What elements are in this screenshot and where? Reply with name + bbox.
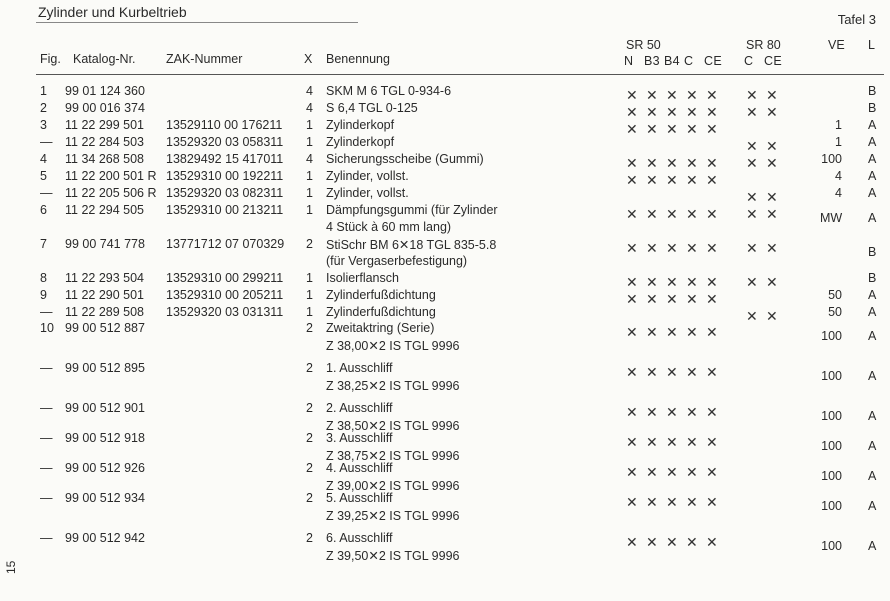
ve-value: 4 (835, 186, 842, 200)
ve-value: 100 (821, 369, 842, 383)
ve-value: 100 (821, 539, 842, 553)
applicability-mark-sr80: ✕ (746, 138, 758, 154)
ve-value: 100 (821, 152, 842, 166)
header-sr50: SR 50 (626, 38, 661, 52)
benennung-line: Sicherungsscheibe (Gummi) (326, 152, 484, 166)
applicability-mark-sr50: ✕ (626, 206, 638, 222)
applicability-mark-sr80: ✕ (746, 189, 758, 205)
applicability-mark-sr50: ✕ (686, 464, 698, 480)
l-value: A (868, 369, 877, 383)
applicability-mark-sr50: ✕ (646, 206, 658, 222)
quantity: 2 (306, 431, 313, 445)
l-value: B (868, 101, 877, 115)
applicability-mark-sr50: ✕ (626, 87, 638, 103)
quantity: 1 (306, 118, 313, 132)
ve-value: 1 (835, 135, 842, 149)
applicability-mark-sr50: ✕ (626, 274, 638, 290)
applicability-mark-sr50: ✕ (646, 240, 658, 256)
applicability-mark-sr50: ✕ (706, 464, 718, 480)
fig-number: — (40, 431, 53, 445)
zak-number: 13529310 00 205211 (166, 288, 284, 302)
applicability-mark-sr80: ✕ (766, 87, 778, 103)
applicability-mark-sr50: ✕ (706, 240, 718, 256)
applicability-mark-sr50: ✕ (646, 534, 658, 550)
benennung-line: 5. Ausschliff (326, 491, 393, 505)
fig-number: 7 (40, 237, 47, 251)
zak-number: 13529310 00 299211 (166, 271, 284, 285)
applicability-mark-sr50: ✕ (626, 404, 638, 420)
ve-value: 50 (828, 305, 842, 319)
katalog-number: 99 00 512 918 (65, 431, 145, 445)
applicability-mark-sr50: ✕ (686, 434, 698, 450)
applicability-mark-sr80: ✕ (766, 274, 778, 290)
applicability-mark-sr50: ✕ (646, 172, 658, 188)
fig-number: 3 (40, 118, 47, 132)
applicability-mark-sr50: ✕ (666, 404, 678, 420)
benennung-line: Z 38,50✕2 IS TGL 9996 (326, 418, 460, 433)
quantity: 1 (306, 169, 313, 183)
applicability-mark-sr80: ✕ (766, 138, 778, 154)
applicability-mark-sr50: ✕ (686, 155, 698, 171)
quantity: 4 (306, 152, 313, 166)
applicability-mark-sr50: ✕ (706, 172, 718, 188)
sr50-subheader: B3 (644, 54, 660, 68)
fig-number: — (40, 531, 53, 545)
benennung-line: Z 39,50✕2 IS TGL 9996 (326, 548, 460, 563)
ve-value: 100 (821, 329, 842, 343)
katalog-number: 99 00 512 926 (65, 461, 145, 475)
benennung-line: Z 38,00✕2 IS TGL 9996 (326, 338, 460, 353)
applicability-mark-sr50: ✕ (626, 121, 638, 137)
applicability-mark-sr50: ✕ (666, 206, 678, 222)
zak-number: 13529320 03 058311 (166, 135, 284, 149)
katalog-number: 99 00 512 887 (65, 321, 145, 335)
fig-number: 5 (40, 169, 47, 183)
fig-number: — (40, 361, 53, 375)
quantity: 4 (306, 101, 313, 115)
applicability-mark-sr50: ✕ (646, 104, 658, 120)
zak-number: 13529320 03 082311 (166, 186, 284, 200)
benennung-line: 1. Ausschliff (326, 361, 393, 375)
applicability-mark-sr80: ✕ (766, 206, 778, 222)
applicability-mark-sr50: ✕ (686, 291, 698, 307)
quantity: 1 (306, 203, 313, 217)
applicability-mark-sr80: ✕ (746, 87, 758, 103)
header-x: X (304, 52, 313, 66)
sr80-subheader: CE (764, 54, 782, 68)
applicability-mark-sr50: ✕ (626, 464, 638, 480)
benennung-line: Z 39,00✕2 IS TGL 9996 (326, 478, 460, 493)
applicability-mark-sr50: ✕ (666, 172, 678, 188)
applicability-mark-sr80: ✕ (766, 240, 778, 256)
katalog-number: 99 00 512 934 (65, 491, 145, 505)
applicability-mark-sr80: ✕ (766, 308, 778, 324)
applicability-mark-sr50: ✕ (706, 274, 718, 290)
fig-number: 6 (40, 203, 47, 217)
applicability-mark-sr50: ✕ (646, 121, 658, 137)
l-value: B (868, 84, 877, 98)
applicability-mark-sr50: ✕ (666, 364, 678, 380)
sr50-subheader: CE (704, 54, 722, 68)
zak-number: 13771712 07 070329 (166, 237, 285, 251)
applicability-mark-sr80: ✕ (746, 206, 758, 222)
benennung-line: Z 39,25✕2 IS TGL 9996 (326, 508, 460, 523)
fig-number: — (40, 491, 53, 505)
applicability-mark-sr50: ✕ (706, 324, 718, 340)
applicability-mark-sr50: ✕ (706, 206, 718, 222)
fig-number: 4 (40, 152, 47, 166)
quantity: 1 (306, 305, 313, 319)
benennung-line: 2. Ausschliff (326, 401, 393, 415)
applicability-mark-sr50: ✕ (686, 172, 698, 188)
fig-number: — (40, 401, 53, 415)
applicability-mark-sr50: ✕ (666, 155, 678, 171)
header-rule (36, 74, 884, 75)
ve-value: 100 (821, 409, 842, 423)
benennung-line: 4 Stück à 60 mm lang) (326, 219, 452, 234)
benennung-line: S 6,4 TGL 0-125 (326, 101, 418, 115)
benennung-line: Zylinderfußdichtung (326, 305, 436, 319)
header-l: L (868, 38, 875, 52)
benennung-line: 6. Ausschliff (326, 531, 393, 545)
sr80-subheader: C (744, 54, 754, 68)
header-fig: Fig. (40, 52, 61, 66)
l-value: A (868, 439, 877, 453)
title-underline (36, 22, 358, 23)
header-benennung: Benennung (326, 52, 390, 66)
applicability-mark-sr50: ✕ (686, 240, 698, 256)
applicability-mark-sr50: ✕ (706, 494, 718, 510)
l-value: A (868, 135, 877, 149)
katalog-number: 11 22 205 506 R (65, 186, 157, 200)
l-value: A (868, 305, 877, 319)
header-katalog: Katalog-Nr. (73, 52, 136, 66)
l-value: B (868, 271, 877, 285)
applicability-mark-sr50: ✕ (666, 121, 678, 137)
ve-value: 1 (835, 118, 842, 132)
applicability-mark-sr50: ✕ (626, 434, 638, 450)
applicability-mark-sr50: ✕ (686, 324, 698, 340)
quantity: 2 (306, 531, 313, 545)
applicability-mark-sr50: ✕ (706, 121, 718, 137)
fig-number: 10 (40, 321, 54, 335)
applicability-mark-sr50: ✕ (686, 206, 698, 222)
ve-value: 100 (821, 499, 842, 513)
ve-value: 50 (828, 288, 842, 302)
applicability-mark-sr50: ✕ (666, 291, 678, 307)
l-value: A (868, 499, 877, 513)
applicability-mark-sr50: ✕ (646, 404, 658, 420)
quantity: 1 (306, 135, 313, 149)
applicability-mark-sr80: ✕ (746, 308, 758, 324)
applicability-mark-sr50: ✕ (626, 240, 638, 256)
katalog-number: 11 22 200 501 R (65, 169, 157, 183)
benennung-line: Z 38,75✕2 IS TGL 9996 (326, 448, 460, 463)
applicability-mark-sr80: ✕ (746, 274, 758, 290)
applicability-mark-sr50: ✕ (626, 494, 638, 510)
applicability-mark-sr50: ✕ (626, 534, 638, 550)
fig-number: — (40, 305, 53, 319)
l-value: A (868, 409, 877, 423)
tafel-label: Tafel 3 (837, 12, 876, 27)
header-ve: VE (828, 38, 845, 52)
applicability-mark-sr50: ✕ (686, 494, 698, 510)
ve-value: 100 (821, 439, 842, 453)
l-value: A (868, 288, 877, 302)
applicability-mark-sr50: ✕ (646, 291, 658, 307)
quantity: 1 (306, 271, 313, 285)
katalog-number: 99 00 512 942 (65, 531, 145, 545)
katalog-number: 11 22 294 505 (65, 203, 145, 217)
quantity: 4 (306, 84, 313, 98)
katalog-number: 99 00 512 901 (65, 401, 145, 415)
applicability-mark-sr50: ✕ (686, 274, 698, 290)
quantity: 2 (306, 361, 313, 375)
zak-number: 13529110 00 176211 (166, 118, 283, 132)
page-title: Zylinder und Kurbeltrieb (38, 4, 187, 20)
katalog-number: 11 22 284 503 (65, 135, 145, 149)
katalog-number: 99 00 016 374 (65, 101, 145, 115)
applicability-mark-sr50: ✕ (686, 534, 698, 550)
applicability-mark-sr50: ✕ (666, 324, 678, 340)
benennung-line: 3. Ausschliff (326, 431, 393, 445)
applicability-mark-sr50: ✕ (646, 274, 658, 290)
l-value: A (868, 329, 877, 343)
applicability-mark-sr50: ✕ (646, 364, 658, 380)
benennung-line: Zylinder, vollst. (326, 169, 409, 183)
benennung-line: Zylinderkopf (326, 135, 395, 149)
applicability-mark-sr50: ✕ (646, 494, 658, 510)
applicability-mark-sr50: ✕ (666, 464, 678, 480)
applicability-mark-sr50: ✕ (646, 87, 658, 103)
applicability-mark-sr50: ✕ (706, 155, 718, 171)
applicability-mark-sr50: ✕ (706, 104, 718, 120)
zak-number: 13529310 00 192211 (166, 169, 284, 183)
benennung-line: Z 38,25✕2 IS TGL 9996 (326, 378, 460, 393)
l-value: A (868, 211, 877, 225)
applicability-mark-sr50: ✕ (666, 434, 678, 450)
fig-number: 2 (40, 101, 47, 115)
l-value: A (868, 152, 877, 166)
katalog-number: 99 00 512 895 (65, 361, 145, 375)
applicability-mark-sr50: ✕ (646, 464, 658, 480)
benennung-line: Isolierflansch (326, 271, 399, 285)
applicability-mark-sr80: ✕ (766, 104, 778, 120)
applicability-mark-sr80: ✕ (746, 155, 758, 171)
sr50-subheader: N (624, 54, 634, 68)
quantity: 1 (306, 186, 313, 200)
applicability-mark-sr50: ✕ (666, 274, 678, 290)
katalog-number: 99 00 741 778 (65, 237, 145, 251)
benennung-line: SKM M 6 TGL 0-934-6 (326, 84, 452, 98)
katalog-number: 11 22 289 508 (65, 305, 145, 319)
katalog-number: 11 34 268 508 (65, 152, 145, 166)
quantity: 2 (306, 491, 313, 505)
benennung-line: Zweitaktring (Serie) (326, 321, 435, 335)
applicability-mark-sr80: ✕ (766, 155, 778, 171)
quantity: 2 (306, 321, 313, 335)
benennung-line: Dämpfungsgummi (für Zylinder (326, 203, 498, 217)
applicability-mark-sr50: ✕ (646, 434, 658, 450)
applicability-mark-sr50: ✕ (686, 404, 698, 420)
l-value: B (868, 245, 877, 259)
l-value: A (868, 118, 877, 132)
applicability-mark-sr50: ✕ (706, 87, 718, 103)
applicability-mark-sr50: ✕ (626, 104, 638, 120)
benennung-line: StiSchr BM 6✕18 TGL 835-5.8 (326, 238, 497, 252)
zak-number: 13529320 03 031311 (166, 305, 284, 319)
zak-number: 13829492 15 417011 (166, 152, 284, 166)
applicability-mark-sr50: ✕ (626, 364, 638, 380)
applicability-mark-sr50: ✕ (686, 121, 698, 137)
applicability-mark-sr50: ✕ (706, 364, 718, 380)
benennung-line: 4. Ausschliff (326, 461, 393, 475)
quantity: 2 (306, 461, 313, 475)
applicability-mark-sr80: ✕ (746, 240, 758, 256)
fig-number: 1 (40, 84, 47, 98)
ve-value: 4 (835, 169, 842, 183)
header-sr80: SR 80 (746, 38, 781, 52)
applicability-mark-sr80: ✕ (766, 189, 778, 205)
benennung-line: (für Vergaserbefestigung) (326, 253, 468, 268)
applicability-mark-sr50: ✕ (666, 534, 678, 550)
applicability-mark-sr50: ✕ (626, 324, 638, 340)
fig-number: — (40, 135, 53, 149)
applicability-mark-sr50: ✕ (666, 494, 678, 510)
fig-number: — (40, 186, 53, 200)
katalog-number: 11 22 290 501 (65, 288, 145, 302)
benennung-line: Zylinder, vollst. (326, 186, 409, 200)
applicability-mark-sr50: ✕ (706, 534, 718, 550)
applicability-mark-sr80: ✕ (746, 104, 758, 120)
applicability-mark-sr50: ✕ (666, 104, 678, 120)
applicability-mark-sr50: ✕ (686, 104, 698, 120)
katalog-number: 11 22 299 501 (65, 118, 145, 132)
applicability-mark-sr50: ✕ (666, 240, 678, 256)
fig-number: — (40, 461, 53, 475)
katalog-number: 11 22 293 504 (65, 271, 145, 285)
l-value: A (868, 169, 877, 183)
applicability-mark-sr50: ✕ (626, 291, 638, 307)
quantity: 1 (306, 288, 313, 302)
sr50-subheader: B4 (664, 54, 680, 68)
fig-number: 9 (40, 288, 47, 302)
applicability-mark-sr50: ✕ (686, 87, 698, 103)
applicability-mark-sr50: ✕ (646, 324, 658, 340)
applicability-mark-sr50: ✕ (626, 172, 638, 188)
applicability-mark-sr50: ✕ (706, 434, 718, 450)
applicability-mark-sr50: ✕ (706, 404, 718, 420)
sr50-subheader: C (684, 54, 694, 68)
benennung-line: Zylinderfußdichtung (326, 288, 436, 302)
l-value: A (868, 186, 877, 200)
page-number: 15 (4, 560, 18, 574)
ve-value: 100 (821, 469, 842, 483)
quantity: 2 (306, 401, 313, 415)
header-zak: ZAK-Nummer (166, 52, 243, 66)
fig-number: 8 (40, 271, 47, 285)
katalog-number: 99 01 124 360 (65, 84, 145, 98)
ve-value: MW (820, 211, 843, 225)
applicability-mark-sr50: ✕ (666, 87, 678, 103)
applicability-mark-sr50: ✕ (626, 155, 638, 171)
zak-number: 13529310 00 213211 (166, 203, 284, 217)
l-value: A (868, 469, 877, 483)
quantity: 2 (306, 237, 313, 251)
applicability-mark-sr50: ✕ (706, 291, 718, 307)
l-value: A (868, 539, 877, 553)
applicability-mark-sr50: ✕ (686, 364, 698, 380)
benennung-line: Zylinderkopf (326, 118, 395, 132)
applicability-mark-sr50: ✕ (646, 155, 658, 171)
